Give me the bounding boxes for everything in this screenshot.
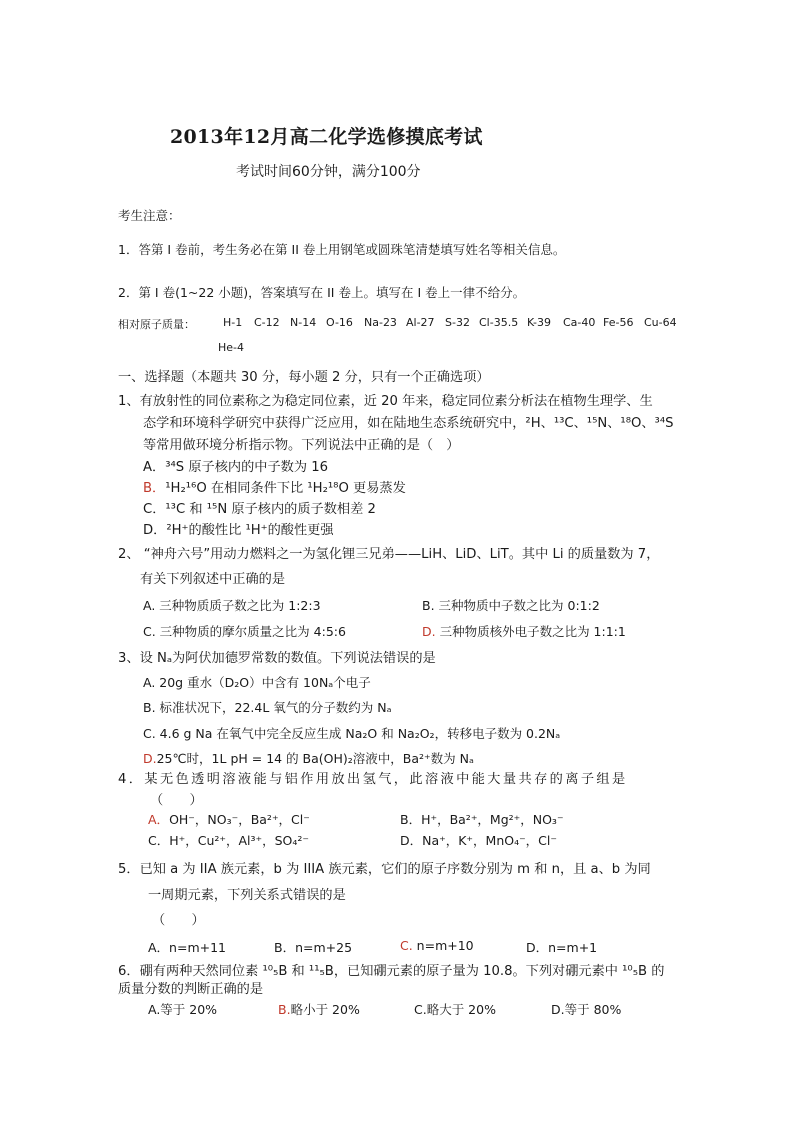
q5-option-b: B．n=m+25 bbox=[274, 940, 353, 955]
atomic-mass-al: Al-27 bbox=[406, 316, 435, 329]
atomic-mass-s: S-32 bbox=[445, 316, 470, 329]
atomic-mass-h: H-1 bbox=[223, 316, 243, 329]
q2-stem-line2: 有关下列叙述中正确的是 bbox=[140, 572, 286, 587]
q5-stem-line2: 一周期元素，下列关系式错误的是 bbox=[148, 888, 346, 903]
atomic-mass-k: K-39 bbox=[527, 316, 552, 329]
q3-option-d bbox=[143, 749, 474, 767]
q3-option-d-text: 25℃时，1L pH = 14 的 Ba(OH)₂溶液中，Ba²⁺数为 Nₐ bbox=[156, 751, 474, 766]
q6-stem-line1: 6．硼有两种天然同位素 ¹⁰₅B 和 ¹¹₅B，已知硼元素的原子量为 10.8。下列对硼元素中 ¹⁰₅B 的 bbox=[118, 964, 665, 979]
atomic-mass-na: Na-23 bbox=[364, 316, 397, 329]
section-heading: 一、选择题（本题共 30 分，每小题 2 分，只有一个正确选项） bbox=[118, 370, 490, 385]
atomic-mass-c: C-12 bbox=[254, 316, 280, 329]
atomic-mass-cu: Cu-64 bbox=[644, 316, 677, 329]
q4-option-a-text: OH⁻，NO₃⁻，Ba²⁺，Cl⁻ bbox=[169, 812, 310, 827]
atomic-mass-fe: Fe-56 bbox=[603, 316, 634, 329]
q3-option-b: B. 标准状况下，22.4L 氧气的分子数约为 Nₐ bbox=[143, 700, 392, 715]
atomic-mass-o: O-16 bbox=[326, 316, 353, 329]
q6-option-b-text: 略小于 20% bbox=[290, 1002, 360, 1017]
q5-stem-line3: （ ） bbox=[152, 913, 205, 928]
q5-answer-mark: C. bbox=[400, 938, 413, 953]
q5-option-a: A．n=m+11 bbox=[148, 940, 227, 955]
q6-stem-line2: 质量分数的判断正确的是 bbox=[118, 982, 264, 997]
atomic-mass-cl: Cl-35.5 bbox=[479, 316, 519, 329]
exam-title: 2013年12月高二化学选修摸底考试 bbox=[170, 126, 483, 148]
q4-answer-mark: A． bbox=[148, 812, 170, 827]
q3-answer-mark: D. bbox=[143, 751, 157, 766]
q6-option-a: A.等于 20% bbox=[148, 1002, 218, 1017]
q4-option-d: D．Na⁺，K⁺，MnO₄⁻，Cl⁻ bbox=[400, 833, 557, 848]
q4-option-c: C．H⁺，Cu²⁺，Al³⁺，SO₄²⁻ bbox=[148, 833, 310, 848]
q4-stem-line1: 4．某无色透明溶液能与铝作用放出氢气，此溶液中能大量共存的离子组是 bbox=[118, 772, 628, 787]
q2-stem-line1: 2、 “神舟六号”用动力燃料之一为氢化锂三兄弟——LiH、LiD、LiT。其中 Li 的质量数为 7， bbox=[118, 547, 660, 562]
q6-answer-mark: B. bbox=[278, 1002, 291, 1017]
q6-option-c: C.略大于 20% bbox=[414, 1002, 496, 1017]
q1-stem-line1: 1、有放射性的同位素称之为稳定同位素，近 20 年来，稳定同位素分析法在植物生理学、生 bbox=[118, 394, 653, 409]
q6-option-d: D.等于 80% bbox=[551, 1002, 622, 1017]
q1-option-d: D．²H⁺的酸性比 ¹H⁺的酸性更强 bbox=[143, 523, 334, 538]
q5-option-c bbox=[400, 938, 474, 953]
q5-option-c-text: n=m+10 bbox=[412, 938, 474, 953]
q1-stem-line3: 等常用做环境分析指示物。下列说法中正确的是（ ） bbox=[143, 438, 460, 453]
q2-option-d bbox=[422, 622, 626, 640]
atomic-mass-label: 相对原子质量： bbox=[118, 318, 195, 331]
q4-option-b: B．H⁺，Ba²⁺，Mg²⁺，NO₃⁻ bbox=[400, 812, 564, 827]
q3-stem: 3、设 Nₐ为阿伏加德罗常数的数值。下列说法错误的是 bbox=[118, 651, 436, 666]
q2-option-b: B. 三种物质中子数之比为 0:1:2 bbox=[422, 598, 600, 613]
q2-option-a: A. 三种物质质子数之比为 1:2:3 bbox=[143, 598, 321, 613]
q1-answer-mark: B． bbox=[143, 481, 166, 496]
q1-stem-line2: 态学和环境科学研究中获得广泛应用，如在陆地生态系统研究中，²H、¹³C、¹⁵N、¹⁸O、³⁴S bbox=[143, 416, 674, 431]
q2-answer-mark: D. bbox=[422, 624, 436, 639]
q2-option-c: C. 三种物质的摩尔质量之比为 4:5:6 bbox=[143, 624, 346, 639]
q1-option-b-text: ¹H₂¹⁶O 在相同条件下比 ¹H₂¹⁸O 更易蒸发 bbox=[165, 481, 406, 496]
notice-item-1: 1．答第 I 卷前，考生务必在第 II 卷上用钢笔或圆珠笔清楚填写姓名等相关信息。 bbox=[118, 242, 566, 257]
q4-option-a bbox=[148, 810, 310, 828]
q2-option-d-text: 三种物质核外电子数之比为 1:1:1 bbox=[435, 624, 626, 639]
q5-stem-line1: 5．已知 a 为 IIA 族元素，b 为 IIIA 族元素，它们的原子序数分别为 m 和 n，且 a、b 为同 bbox=[118, 862, 651, 877]
exam-subtitle: 考试时间60分钟，满分100分 bbox=[236, 164, 421, 180]
atomic-mass-he: He-4 bbox=[218, 341, 245, 354]
q4-stem-line2: （ ） bbox=[150, 793, 203, 808]
q3-option-a: A. 20g 重水（D₂O）中含有 10Nₐ个电子 bbox=[143, 675, 371, 690]
atomic-mass-ca: Ca-40 bbox=[563, 316, 596, 329]
q3-option-c: C. 4.6 g Na 在氧气中完全反应生成 Na₂O 和 Na₂O₂，转移电子数为 0.2Nₐ bbox=[143, 726, 561, 741]
atomic-mass-n: N-14 bbox=[290, 316, 317, 329]
notice-heading: 考生注意： bbox=[118, 208, 181, 223]
q6-option-b bbox=[278, 1000, 360, 1018]
q1-option-b bbox=[143, 477, 406, 496]
q1-option-a: A．³⁴S 原子核内的中子数为 16 bbox=[143, 460, 329, 475]
notice-item-2: 2．第 I 卷(1~22 小题)，答案填写在 II 卷上。填写在 I 卷上一律不给分。 bbox=[118, 285, 526, 300]
q1-option-c: C．¹³C 和 ¹⁵N 原子核内的质子数相差 2 bbox=[143, 502, 376, 517]
q5-option-d: D．n=m+1 bbox=[526, 940, 598, 955]
